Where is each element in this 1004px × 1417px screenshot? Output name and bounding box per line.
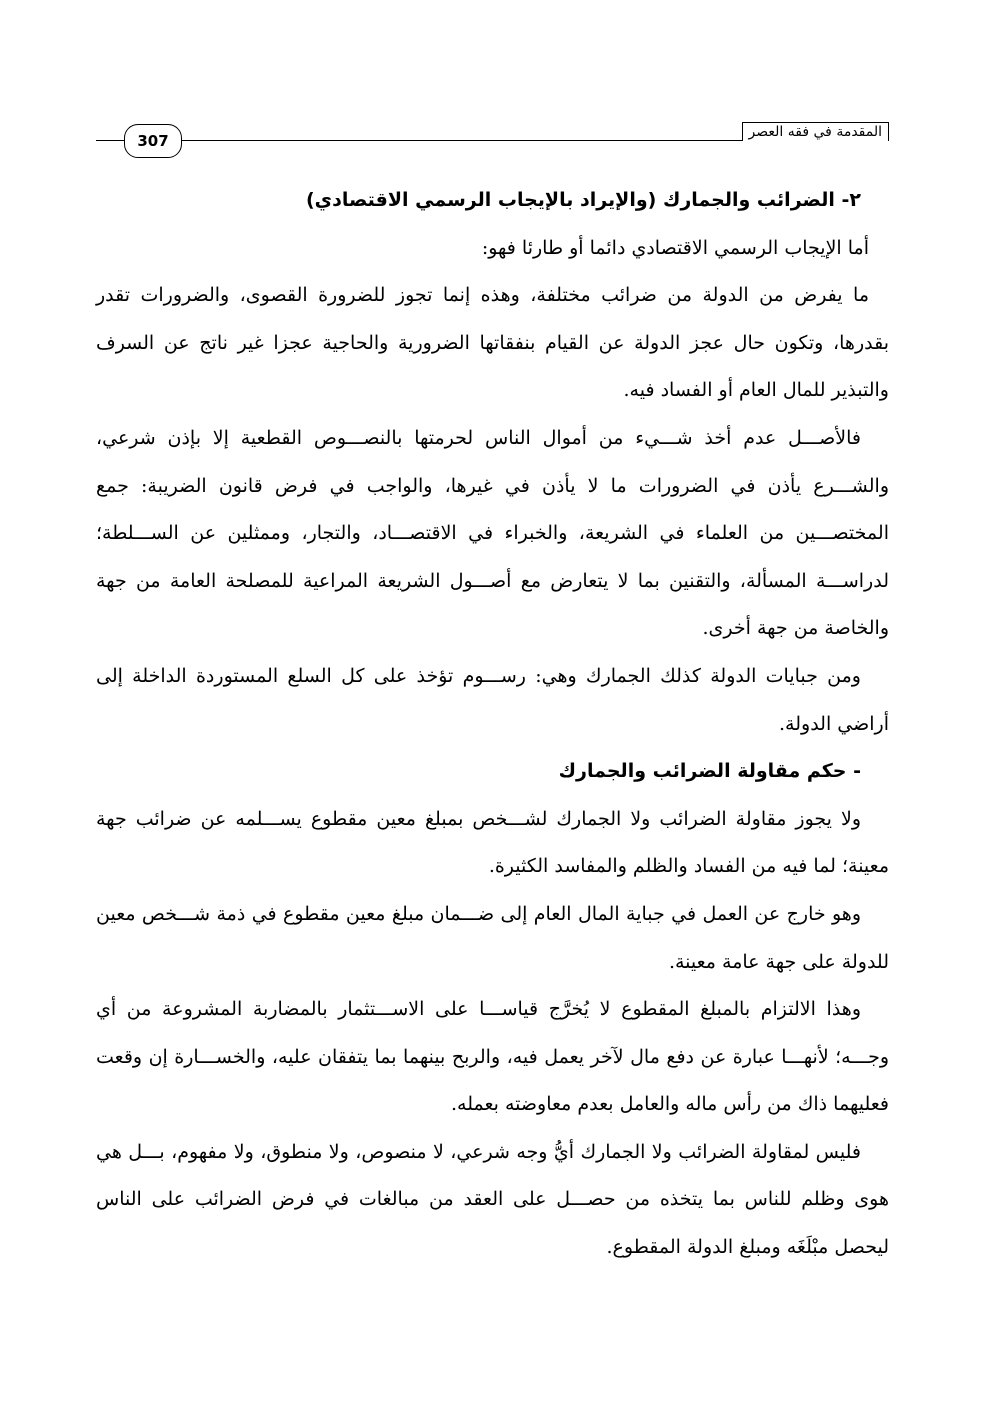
paragraph: فليس لمقاولة الضرائب ولا الجمارك أيُّ وجه شرعي، لا منصوص، ولا منطوق، ولا مفهوم، بـــل هي هوى وظلم للناس بما يتخذه من حصـــل على العقد من مبالغات في فرض الضرائب على الناس ليحصل مبْلَغَه ومبلغ الدولة المقطوع. — [96, 1140, 889, 1259]
subsection-heading: - حكم مقاولة الضرائب والجمارك — [558, 760, 861, 783]
paragraph: أما الإيجاب الرسمي الاقتصادي دائما أو طارئا فهو: — [481, 236, 869, 259]
paragraph: ومن جبايات الدولة كذلك الجمارك وهي: رســـوم تؤخذ على كل السلع المستوردة الداخلة إلى أراضي الدولة. — [96, 664, 889, 735]
running-title: المقدمة في فقه العصر — [742, 122, 889, 141]
paragraph: ما يفرض من الدولة من ضرائب مختلفة، وهذه إنما تجوز للضرورة القصوى، والضرورات تقدر بقدرها، وتكون حال عجز الدولة عن القيام بنفقاتها الضرورية والحاجية عجزا غير ناتج عن السرف والتبذير للمال العام أو الفساد فيه. — [96, 284, 889, 402]
paragraph: وهو خارج عن العمل في جباية المال العام إلى ضـــمان مبلغ معين مقطوع في ذمة شـــخص معين للدولة على جهة عامة معينة. — [96, 902, 889, 973]
paragraph: فالأصـــل عدم أخذ شـــيء من أموال الناس لحرمتها بالنصـــوص القطعية إلا بإذن شرعي، والشـــرع يأذن في الضرورات ما لا يأذن في غيرها، والواجب في فرض قانون الضريبة: جمع المختصـــين من العلماء في الشريعة، والخبراء في الاقتصـــاد، والتجار، وممثلين عن الســـلطة؛ لدراســـة المسألة، والتقنين بما لا يتعارض مع أصـــول الشريعة المراعية للمصلحة العامة من جهة والخاصة من جهة أخرى. — [96, 426, 889, 640]
page-header — [96, 118, 889, 158]
paragraph: وهذا الالتزام بالمبلغ المقطوع لا يُخرَّج قياســـا على الاســـتثمار بالمضاربة المشروعة من أي وجـــه؛ لأنهـــا عبارة عن دفع مال لآخر يعمل فيه، والربح بينهما بما يتفقان عليه، والخســـارة إن وقعت فعليهما ذاك من رأس ماله والعامل بعدم معاوضته بعمله. — [96, 998, 889, 1116]
paragraph: ولا يجوز مقاولة الضرائب ولا الجمارك لشـــخص بمبلغ معين مقطوع يســـلمه عن ضرائب جهة معينة؛ لما فيه من الفساد والظلم والمفاسد الكثيرة. — [96, 807, 889, 878]
page-body — [96, 177, 889, 1272]
section-heading: ٢- الضرائب والجمارك (والإيراد بالإيجاب الرسمي الاقتصادي) — [305, 189, 861, 211]
page-number: 307 — [124, 124, 182, 158]
